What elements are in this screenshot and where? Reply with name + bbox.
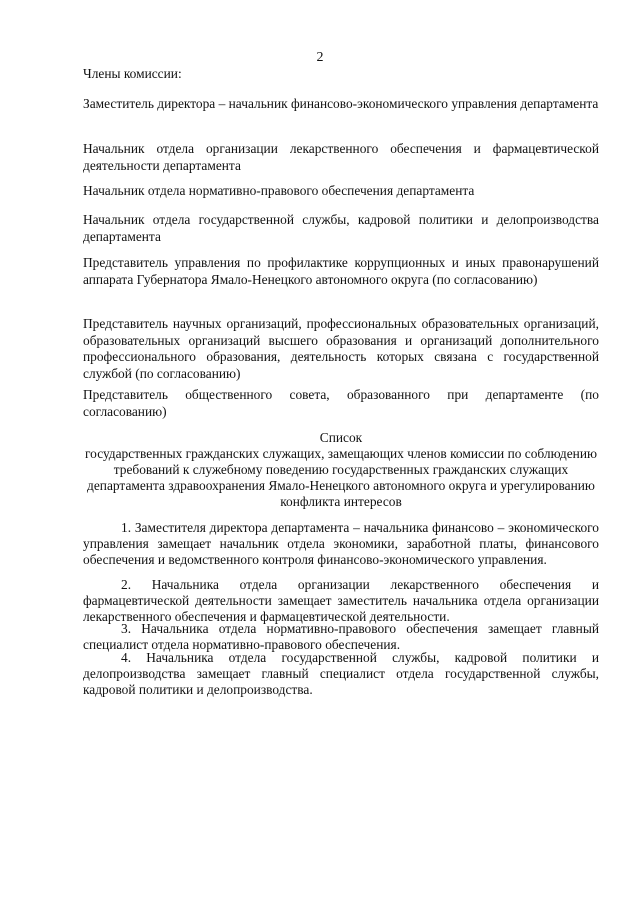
list-subtitle: государственных гражданских служащих, замещающих членов комиссии по соблюдению требований к служебному поведению государственных гражданских служащих департамента здравоохранения Ямало-Ненецкого автономного округа и урегулированию конфликта интересов <box>85 446 597 509</box>
member-3: Начальник отдела нормативно-правового обеспечения департамента <box>83 183 475 198</box>
members-heading: Члены комиссии: <box>83 66 182 81</box>
member-2: Начальник отдела организации лекарственного обеспечения и фармацевтической деятельности департамента <box>83 141 599 173</box>
member-5: Представитель управления по профилактике коррупционных и иных правонарушений аппарата Губернатора Ямало-Ненецкого автономного округа (по согласованию) <box>83 255 599 287</box>
member-4: Начальник отдела государственной службы, кадровой политики и делопроизводства департамента <box>83 212 599 244</box>
member-1: Заместитель директора – начальник финансово-экономического управления департамента <box>83 96 599 111</box>
list-item-3: 3. Начальника отдела нормативно-правового обеспечения замещает главный специалист отдела нормативно-правового обеспечения. <box>83 621 599 652</box>
member-6: Представитель научных организаций, профессиональных образовательных организаций, образовательных организаций высшего образования и организаций дополнительного профессионального образования, деятельность которых связана с государственной службой (по согласованию) <box>83 316 599 381</box>
page-number: 2 <box>316 50 324 65</box>
list-item-4: 4. Начальника отдела государственной службы, кадровой политики и делопроизводства замещает главный специалист отдела государственной службы, кадровой политики и делопроизводства. <box>83 650 599 697</box>
list-item-2: 2. Начальника отдела организации лекарственного обеспечения и фармацевтической деятельности замещает заместитель начальника отдела организации лекарственного обеспечения и фармацевтической деятельности. <box>83 577 599 624</box>
member-7: Представитель общественного совета, образованного при департаменте (по согласованию) <box>83 387 599 419</box>
list-title: Список <box>319 430 363 445</box>
list-item-1: 1. Заместителя директора департамента – начальника финансово – экономического управления замещает начальник отдела экономики, заработной платы, финансового обеспечения и ведомственного контроля финансово-экономического управления. <box>83 520 599 567</box>
